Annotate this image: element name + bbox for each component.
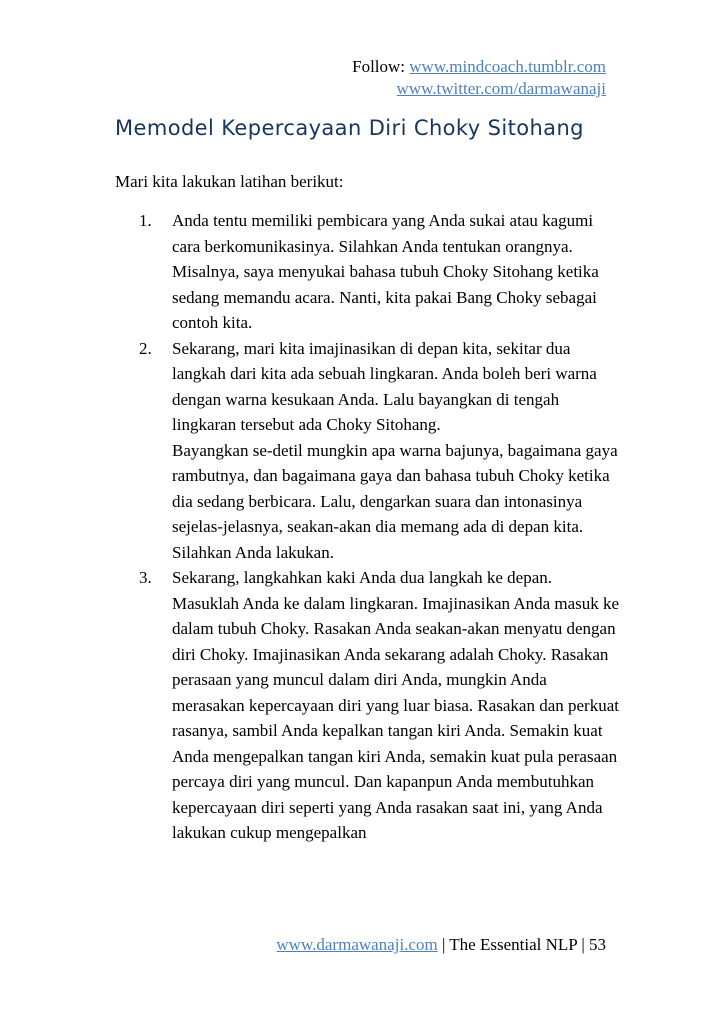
list-item-number: 2. [139,338,152,358]
list-item-paragraph: Sekarang, mari kita imajinasikan di depan kita, sekitar dua langkah dari kita ada sebuah lingkaran. Anda boleh beri warna dengan warna kesukaan Anda. Lalu bayangkan di tengah lingkaran tersebut ada Choky Sitohang. [172,338,597,434]
list-item-number: 1. [139,211,152,230]
list-item-paragraph: Anda tentu memiliki pembicara yang Anda sukai atau kagumi cara berkomunikasinya. Silahkan Anda tentukan orangnya. Misalnya, saya menyukai bahasa tubuh Choky Sitohang ketika sedang memandu acara. Nanti, kita pakai Bang Choky sebagai contoh kita. [172,211,599,332]
list-item [139,565,622,846]
header-line-1 [352,56,606,78]
footer-link[interactable]: www.darmawanaji.com [276,935,438,954]
page-header [352,56,606,100]
intro-text: Mari kita lakukan latihan berikut: [115,172,344,191]
list-item-number: 3. [139,568,152,587]
list-item-paragraph: Sekarang, langkahkan kaki Anda dua langkah ke depan. Masuklah Anda ke dalam lingkaran. Imajinasikan Anda masuk ke dalam tubuh Choky. Rasakan Anda seakan-akan menyatu dengan diri Choky. Imajinasikan Anda sekarang adalah Choky. Rasakan perasaan yang muncul dalam diri Anda, mungkin Anda merasakan kepercayaan diri yang luar biasa. Rasakan dan perkuat rasanya, sambil Anda kepalkan tangan kiri Anda. Semakin kuat Anda mengepalkan tangan kiri Anda, semakin kuat pula perasaan percaya diri yang muncul. Dan kapanpun Anda membutuhkan kepercayaan diri seperti yang Anda rasakan saat ini, yang Anda lakukan cukup mengepalkan [172,568,620,842]
exercise-list [139,208,622,846]
list-item-paragraph: Bayangkan se-detil mungkin apa warna bajunya, bagaimana gaya rambutnya, dan bagaimana gaya dan bahasa tubuh Choky ketika dia sedang berbicara. Lalu, dengarkan suara dan intonasinya sejelas-jelasnya, seakan-akan dia memang ada di depan kita. Silahkan Anda lakukan. [172,440,618,562]
page-footer [276,935,606,955]
list-item [139,336,622,566]
footer-text: | The Essential NLP | 53 [437,935,606,954]
page-title: Memodel Kepercayaan Diri Choky Sitohang [115,116,584,140]
header-line-2 [352,78,606,100]
follow-label: Follow: [352,57,406,76]
twitter-link[interactable]: www.twitter.com/darmawanaji [396,79,606,98]
list-item [139,208,622,336]
tumblr-link[interactable]: www.mindcoach.tumblr.com [409,57,606,76]
